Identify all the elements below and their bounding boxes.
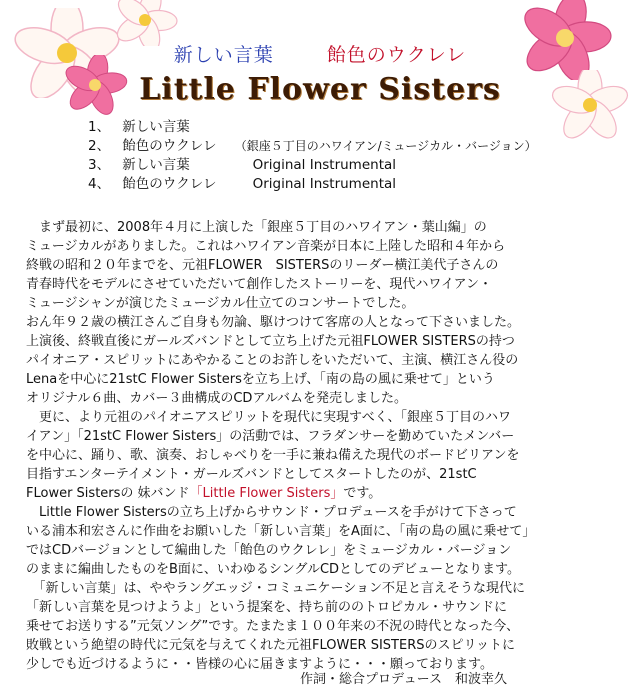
track-version: Original Instrumental [252,176,397,192]
track-list [88,118,537,194]
sister-prefix: FLower Sistersの 妹バンド [26,486,190,501]
track-title: 飴色のウクレレ [122,138,217,154]
track-number: 2、 [88,138,111,154]
body-line-sister [26,484,626,503]
track-number: 4、 [88,176,111,192]
track-item [88,118,537,137]
body-line: イアン」「21stC Flower Sisters」の活動では、フラダンサーを勤めていたメンバー [26,429,515,444]
body-line: 更に、より元祖のパイオニアスピリットを現代に実現すべく、「銀座５丁目のハワ [26,410,512,425]
track-item [88,156,537,175]
credit-line: 作詞・総合プロデュース 和波幸久 [300,672,507,687]
sister-suffix: です。 [343,486,382,501]
body-line: いる浦本和宏さんに作曲をお願いした「新しい言葉」をA面に、「南の島の風に乗せて」 [26,524,536,539]
body-line: 終戦の昭和２０年までを、元祖FLOWER SISTERSのリーダー横江美代子さんの [26,258,499,273]
track-title: 飴色のウクレレ [122,176,217,192]
body-line: オリジナル６曲、カバー３曲構成のCDアルバムを発売しました。 [26,391,408,406]
brand-title: Little Flower Sisters [139,72,501,107]
body-line: を中心に、踊り、歌、演奏、おしゃべりを一手に兼ね備えた現代のボードビリアンを [26,448,520,463]
body-line: 目指すエンターテイメント・ガールズバンドとしてスタートしたのが、21stC [26,467,477,482]
body-line: 少しでも近づけるように・・皆様の心に届きますように・・・願っております。 [26,657,493,672]
track-version: Original Instrumental [252,157,397,173]
body-line: Little Flower Sistersの立ち上げからサウンド・プロデュースを手がけて下さって [26,505,517,520]
sister-band-name: 「Little Flower Sisters」 [189,486,344,501]
body-line: のままに編曲したものをB面に、いわゆるシングルCDとしてのデビューとなります。 [26,562,520,577]
body-line: パイオニア・スピリットにあやかることのお許しをいただいて、主演、横江さん役の [26,353,519,368]
body-line: おん年９２歳の横江さんご自身も勿論、駆けつけて客席の人となって下さいました。 [26,315,521,330]
track-item [88,137,537,156]
body-line: Lenaを中心に21stC Flower Sistersを立ち上げ、「南の島の風に乗せて」という [26,372,495,387]
track-item [88,175,537,194]
body-text [26,218,626,674]
body-line: ではCDバージョンとして編曲した「飴色のウクレレ」をミュージカル・バージョン [26,543,512,558]
title-left: 新しい言葉 [173,44,274,66]
track-number: 3、 [88,157,111,173]
body-line: 青春時代をモデルにさせていただいて創作したストーリーを、現代ハワイアン・ [26,277,493,292]
body-line: ミュージカルがありました。これはハワイアン音楽が日本に上陸した昭和４年から [26,239,506,254]
body-line: ミュージシャンが演じたミュージカル仕立てのコンサートでした。 [26,296,415,311]
body-line: 敗戦という絶望の時代に元気を与えてくれた元祖FLOWER SISTERSのスピリットに [26,638,515,653]
body-line: 「新しい言葉を見つけようよ」という提案を、持ち前ののトロピカル・サウンドに [26,600,508,615]
track-title: 新しい言葉 [122,157,190,173]
track-note: （銀座５丁目のハワイアン/ミュージカル・バージョン） [234,139,537,153]
track-title: 新しい言葉 [122,119,190,135]
body-line: 乗せてお送りする”元気ソング”です。たまたま１００年来の不況の時代となった今、 [26,619,520,634]
body-line: 「新しい言葉」は、ややラングエッジ・コミュニケーション不足と言えそうな現代に [26,581,525,596]
track-number: 1、 [88,119,111,135]
title-right: 飴色のウクレレ [326,44,467,66]
body-line: まず最初に、2008年４月に上演した「銀座５丁目のハワイアン・葉山編」の [26,220,487,235]
header-titles [0,40,640,67]
body-line: 上演後、終戦直後にガールズバンドとして立ち上げた元祖FLOWER SISTERSの持つ [26,334,515,349]
